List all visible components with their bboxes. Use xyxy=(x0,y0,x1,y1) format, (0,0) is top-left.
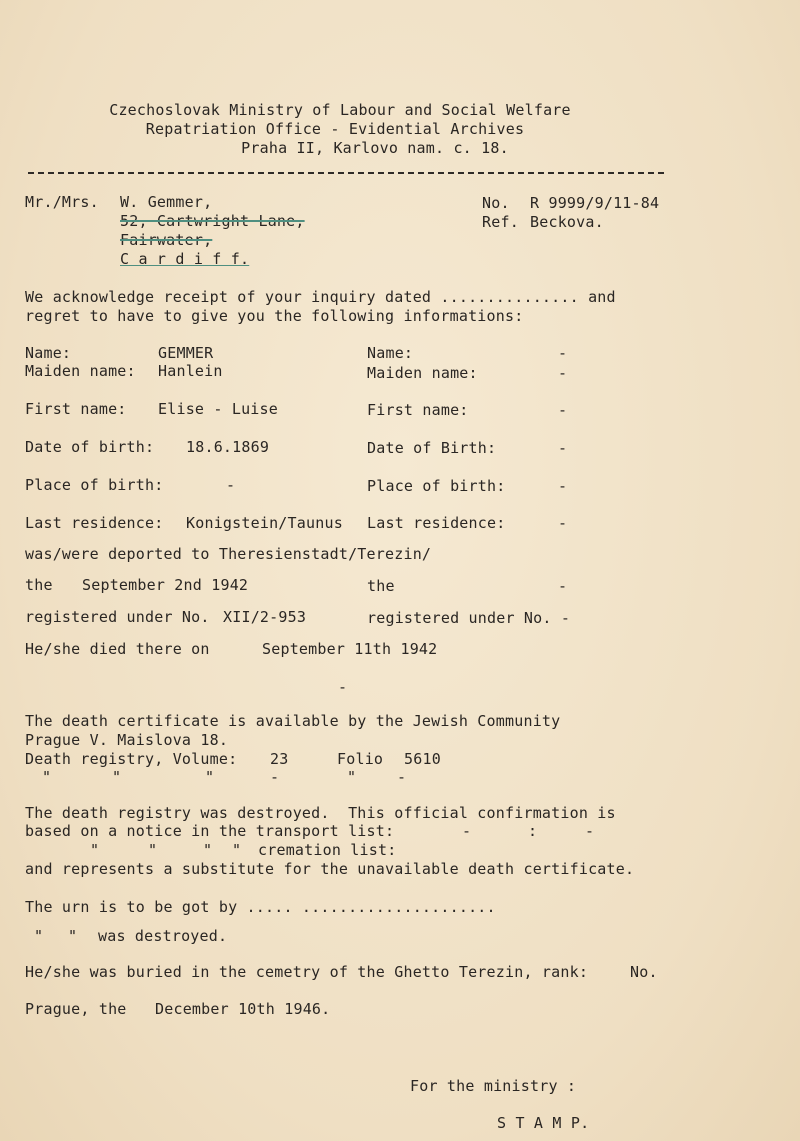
stamp-text: S T A M P. xyxy=(497,1114,590,1132)
transport-colon: : xyxy=(528,822,538,840)
salutation: Mr./Mrs. xyxy=(25,193,99,211)
ditto-2: " xyxy=(112,768,122,786)
registered-value: XII/2-953 xyxy=(223,608,307,626)
registry-folio-label: Folio xyxy=(337,750,384,768)
residence-value: Konigstein/Taunus xyxy=(186,514,343,532)
right-pob-dash: - xyxy=(558,477,568,495)
ditto-7: " xyxy=(203,841,213,859)
name-label: Name: xyxy=(25,344,72,362)
header-line-2: Repatriation Office - Evidential Archives xyxy=(145,120,525,138)
ditto-1: " xyxy=(42,768,52,786)
pob-value: - xyxy=(226,476,236,494)
place-date-label: Prague, the xyxy=(25,1000,127,1018)
reference-no-value: R 9999/9/11-84 xyxy=(530,194,660,212)
first-name-label: First name: xyxy=(25,400,127,418)
residence-label: Last residence: xyxy=(25,514,164,532)
right-maiden-dash: - xyxy=(558,364,568,382)
certificate-line-2: Prague V. Maislova 18. xyxy=(25,731,229,749)
for-the-ministry: For the ministry : xyxy=(410,1077,577,1095)
separator-dash: - xyxy=(338,678,348,696)
ditto-dash-1: - xyxy=(270,768,280,786)
right-pob-label: Place of birth: xyxy=(367,477,506,495)
destroyed-line-1: The death registry was destroyed. This official confirmation is xyxy=(25,804,616,822)
right-the: the xyxy=(367,577,395,595)
first-name-value: Elise - Luise xyxy=(158,400,278,418)
destroyed-line-2: based on a notice in the transport list: xyxy=(25,822,395,840)
urn-line-1: The urn is to be got by ..... ..................... xyxy=(25,898,496,916)
signoff-date: December 10th 1946. xyxy=(155,1000,331,1018)
maiden-name-value: Hanlein xyxy=(158,362,223,380)
registered-label: registered under No. xyxy=(25,608,210,626)
right-the-dash: - xyxy=(558,577,568,595)
ditto-4: " xyxy=(347,768,357,786)
header-line-3: Praha II, Karlovo nam. c. 18. xyxy=(241,139,509,157)
deportation-the: the xyxy=(25,576,53,594)
intro-line-2: regret to have to give you the following informations: xyxy=(25,307,524,325)
addressee-street: 52, Cartwright Lane, xyxy=(120,212,305,230)
transport-dash-2: - xyxy=(585,822,595,840)
right-firstname-dash: - xyxy=(558,401,568,419)
intro-line-1: We acknowledge receipt of your inquiry dated ............... and xyxy=(25,288,616,306)
dob-value: 18.6.1869 xyxy=(186,438,270,456)
header-line-1: Czechoslovak Ministry of Labour and Social Welfare xyxy=(109,101,571,119)
right-residence-label: Last residence: xyxy=(367,514,506,532)
destroyed-line-4: and represents a substitute for the unavailable death certificate. xyxy=(25,860,635,878)
reference-no-label: No. xyxy=(482,194,510,212)
certificate-line-1: The death certificate is available by the Jewish Community xyxy=(25,712,561,730)
deportation-line: was/were deported to Theresienstadt/Terezin/ xyxy=(25,545,432,563)
registry-folio: 5610 xyxy=(404,750,441,768)
right-maiden-label: Maiden name: xyxy=(367,364,478,382)
ditto-3: " xyxy=(205,768,215,786)
ditto-5: " xyxy=(90,841,100,859)
burial-line: He/she was buried in the cemetry of the Ghetto Terezin, rank: xyxy=(25,963,589,981)
addressee-district: Fairwater, xyxy=(120,231,213,249)
addressee-city: C a r d i f f. xyxy=(120,250,250,268)
dob-label: Date of birth: xyxy=(25,438,155,456)
registry-label: Death registry, Volume: xyxy=(25,750,238,768)
maiden-name-label: Maiden name: xyxy=(25,362,136,380)
name-value: GEMMER xyxy=(158,344,214,362)
transport-dash-1: - xyxy=(462,822,472,840)
ditto-10: " xyxy=(68,927,78,945)
reference-ref-label: Ref. xyxy=(482,213,519,231)
reference-ref-value: Beckova. xyxy=(530,213,604,231)
right-residence-dash: - xyxy=(558,514,568,532)
right-name-label: Name: xyxy=(367,344,414,362)
cremation-list: cremation list: xyxy=(258,841,397,859)
header-rule xyxy=(28,172,664,174)
ditto-8: " xyxy=(232,841,242,859)
right-firstname-label: First name: xyxy=(367,401,469,419)
ditto-dash-2: - xyxy=(397,768,407,786)
right-name-dash: - xyxy=(558,344,568,362)
burial-no: No. xyxy=(630,963,658,981)
pob-label: Place of birth: xyxy=(25,476,164,494)
right-dob-dash: - xyxy=(558,439,568,457)
died-label: He/she died there on xyxy=(25,640,210,658)
right-dob-label: Date of Birth: xyxy=(367,439,497,457)
registry-volume: 23 xyxy=(270,750,289,768)
died-date: September 11th 1942 xyxy=(262,640,438,658)
deportation-date: September 2nd 1942 xyxy=(82,576,249,594)
addressee-name: W. Gemmer, xyxy=(120,193,213,211)
urn-line-2: was destroyed. xyxy=(98,927,228,945)
ditto-9: " xyxy=(34,927,44,945)
right-registered: registered under No. - xyxy=(367,609,571,627)
ditto-6: " xyxy=(148,841,158,859)
